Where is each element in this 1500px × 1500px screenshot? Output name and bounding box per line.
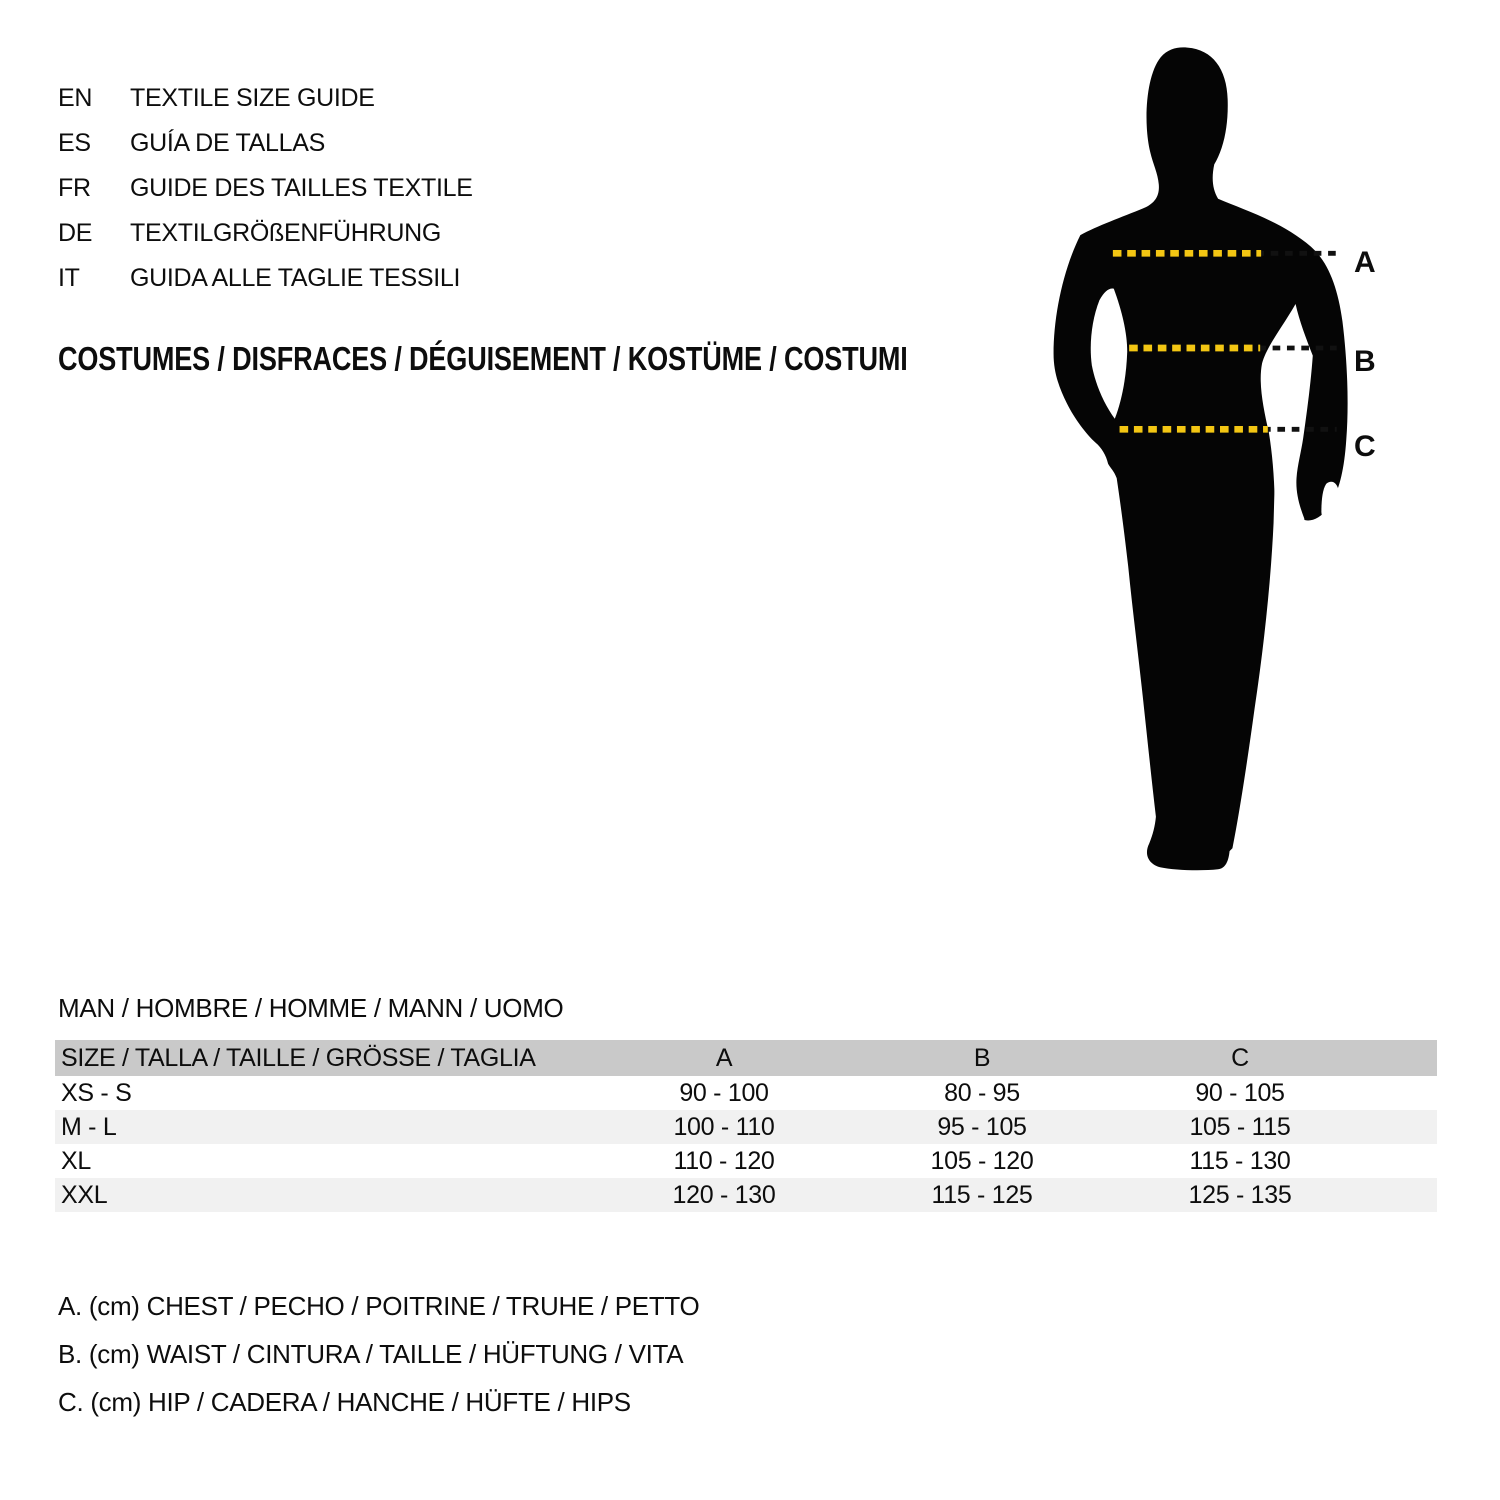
legend-line: A. (cm) CHEST / PECHO / POITRINE / TRUHE / PETTO xyxy=(58,1290,700,1321)
table-cell-value: 100 - 110 xyxy=(673,1112,775,1141)
table-cell-value: 120 - 130 xyxy=(672,1180,776,1209)
table-cell-value: 80 - 95 xyxy=(944,1078,1020,1107)
measure-label-a: A xyxy=(1354,246,1376,279)
measure-label-b: B xyxy=(1354,345,1376,378)
language-title: TEXTILE SIZE GUIDE xyxy=(130,84,375,112)
measurement-legend xyxy=(58,1282,699,1426)
man-silhouette-svg xyxy=(1040,40,1400,920)
language-row xyxy=(58,121,473,166)
language-row xyxy=(58,211,473,256)
table-header-size-label: SIZE / TALLA / TAILLE / GRÖSSE / TAGLIA xyxy=(61,1043,536,1072)
table-header-row xyxy=(55,1040,1437,1076)
language-title: GUIDA ALLE TAGLIE TESSILI xyxy=(130,264,461,292)
table-row xyxy=(55,1110,1437,1144)
table-header-col-c: C xyxy=(1231,1043,1249,1072)
table-header-col-a: A xyxy=(715,1043,733,1072)
language-list xyxy=(58,76,473,301)
table-row xyxy=(55,1076,1437,1110)
language-code: FR xyxy=(58,174,91,202)
legend-line: B. (cm) WAIST / CINTURA / TAILLE / HÜFTUNG / VITA xyxy=(58,1338,684,1369)
table-cell-size: XL xyxy=(61,1146,91,1175)
table-cell-value: 110 - 120 xyxy=(673,1146,775,1175)
language-code: DE xyxy=(58,219,93,247)
table-cell-value: 125 - 135 xyxy=(1188,1180,1292,1209)
legend-line: C. (cm) HIP / CADERA / HANCHE / HÜFTE / HIPS xyxy=(58,1386,631,1417)
table-header-col-b: B xyxy=(973,1043,991,1072)
table-cell-value: 115 - 130 xyxy=(1189,1146,1291,1175)
man-silhouette xyxy=(1054,47,1348,870)
measure-label-c: C xyxy=(1354,430,1376,463)
size-table xyxy=(55,1040,1437,1212)
language-row xyxy=(58,256,473,301)
category-heading: COSTUMES / DISFRACES / DÉGUISEMENT / KOSTÜME / COSTUMI xyxy=(58,340,908,377)
table-cell-value: 115 - 125 xyxy=(931,1180,1033,1209)
language-title: GUÍA DE TALLAS xyxy=(130,129,325,157)
language-row xyxy=(58,76,473,121)
table-body xyxy=(55,1076,1437,1212)
language-row xyxy=(58,166,473,211)
language-title: TEXTILGRÖßENFÜHRUNG xyxy=(130,219,441,247)
language-code: IT xyxy=(58,264,80,292)
table-row xyxy=(55,1144,1437,1178)
table-cell-size: XXL xyxy=(61,1180,108,1209)
table-cell-size: M - L xyxy=(61,1112,117,1141)
language-title: GUIDE DES TAILLES TEXTILE xyxy=(130,174,473,202)
table-cell-size: XS - S xyxy=(61,1078,132,1107)
language-code: ES xyxy=(58,129,91,157)
language-code: EN xyxy=(58,84,93,112)
table-cell-value: 90 - 100 xyxy=(679,1078,769,1107)
table-row xyxy=(55,1178,1437,1212)
table-cell-value: 95 - 105 xyxy=(937,1112,1027,1141)
table-cell-value: 90 - 105 xyxy=(1195,1078,1285,1107)
table-cell-value: 105 - 115 xyxy=(1189,1112,1291,1141)
section-title: MAN / HOMBRE / HOMME / MANN / UOMO xyxy=(58,993,564,1023)
table-cell-value: 105 - 120 xyxy=(930,1146,1034,1175)
size-figure xyxy=(1040,40,1400,920)
